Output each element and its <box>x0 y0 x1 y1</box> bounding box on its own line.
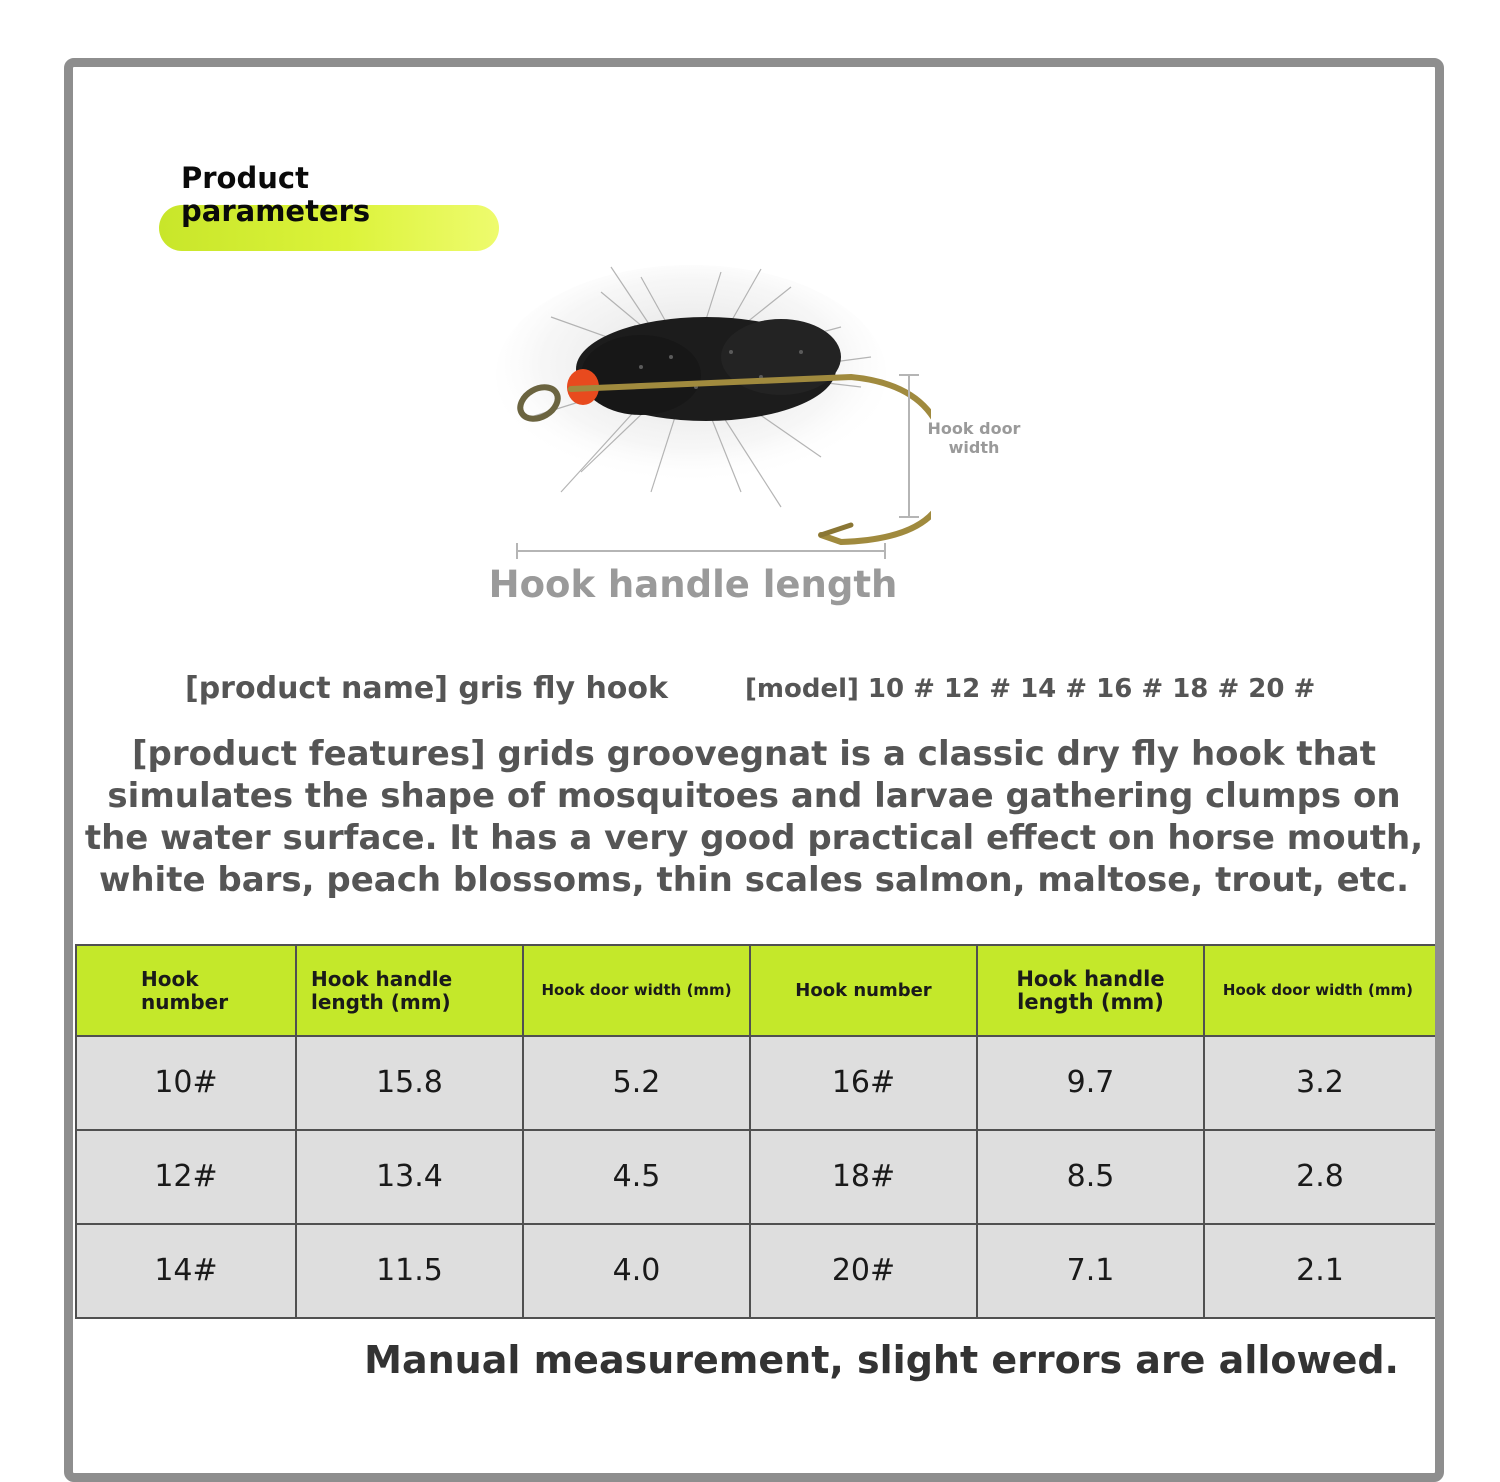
header-hook-number: Hook number <box>76 945 296 1036</box>
parameters-table <box>75 944 1437 1319</box>
table-row <box>76 1130 1436 1224</box>
product-name: [product name] gris fly hook <box>185 671 668 706</box>
header-door-width: Hook door width (mm) <box>523 945 750 1036</box>
cell-handle-length: 7.1 <box>977 1224 1204 1318</box>
header-handle-length: Hook handle length (mm) <box>296 945 523 1036</box>
table-header-row <box>76 945 1436 1036</box>
measurement-note: Manual measurement, slight errors are allowed. <box>364 1338 1399 1382</box>
cell-door-width: 2.1 <box>1204 1224 1436 1318</box>
handle-length-label: Hook handle length <box>488 563 898 606</box>
cell-hook-number: 18# <box>750 1130 977 1224</box>
header-hook-number: Hook number <box>750 945 977 1036</box>
section-title: Product parameters <box>181 161 371 228</box>
table-row <box>76 1036 1436 1130</box>
cell-hook-number: 16# <box>750 1036 977 1130</box>
cell-door-width: 2.8 <box>1204 1130 1436 1224</box>
product-model: [model] 10 # 12 # 14 # 16 # 18 # 20 # <box>745 674 1316 704</box>
table-row <box>76 1224 1436 1318</box>
page-frame <box>64 58 1444 1482</box>
cell-handle-length: 11.5 <box>296 1224 523 1318</box>
header-handle-length: Hook handle length (mm) <box>977 945 1204 1036</box>
cell-door-width: 4.0 <box>523 1224 750 1318</box>
cell-door-width: 4.5 <box>523 1130 750 1224</box>
cell-hook-number: 10# <box>76 1036 296 1130</box>
cell-handle-length: 13.4 <box>296 1130 523 1224</box>
header-door-width: Hook door width (mm) <box>1204 945 1436 1036</box>
fly-hook-image <box>491 257 931 547</box>
cell-handle-length: 15.8 <box>296 1036 523 1130</box>
cell-door-width: 3.2 <box>1204 1036 1436 1130</box>
cell-hook-number: 12# <box>76 1130 296 1224</box>
cell-hook-number: 14# <box>76 1224 296 1318</box>
cell-hook-number: 20# <box>750 1224 977 1318</box>
handle-length-dimension-line <box>513 541 893 561</box>
cell-door-width: 5.2 <box>523 1036 750 1130</box>
cell-handle-length: 8.5 <box>977 1130 1204 1224</box>
door-width-label: Hook door width <box>927 419 1021 457</box>
product-features: [product features] grids groovegnat is a classic dry fly hook that simulates the shape of mosquitoes and larvae gathering clumps on the water surface. It has a very good practical effect on horse mouth, white bars, peach blossoms, thin scales salmon, maltose, trout, etc. <box>84 734 1424 900</box>
cell-handle-length: 9.7 <box>977 1036 1204 1130</box>
